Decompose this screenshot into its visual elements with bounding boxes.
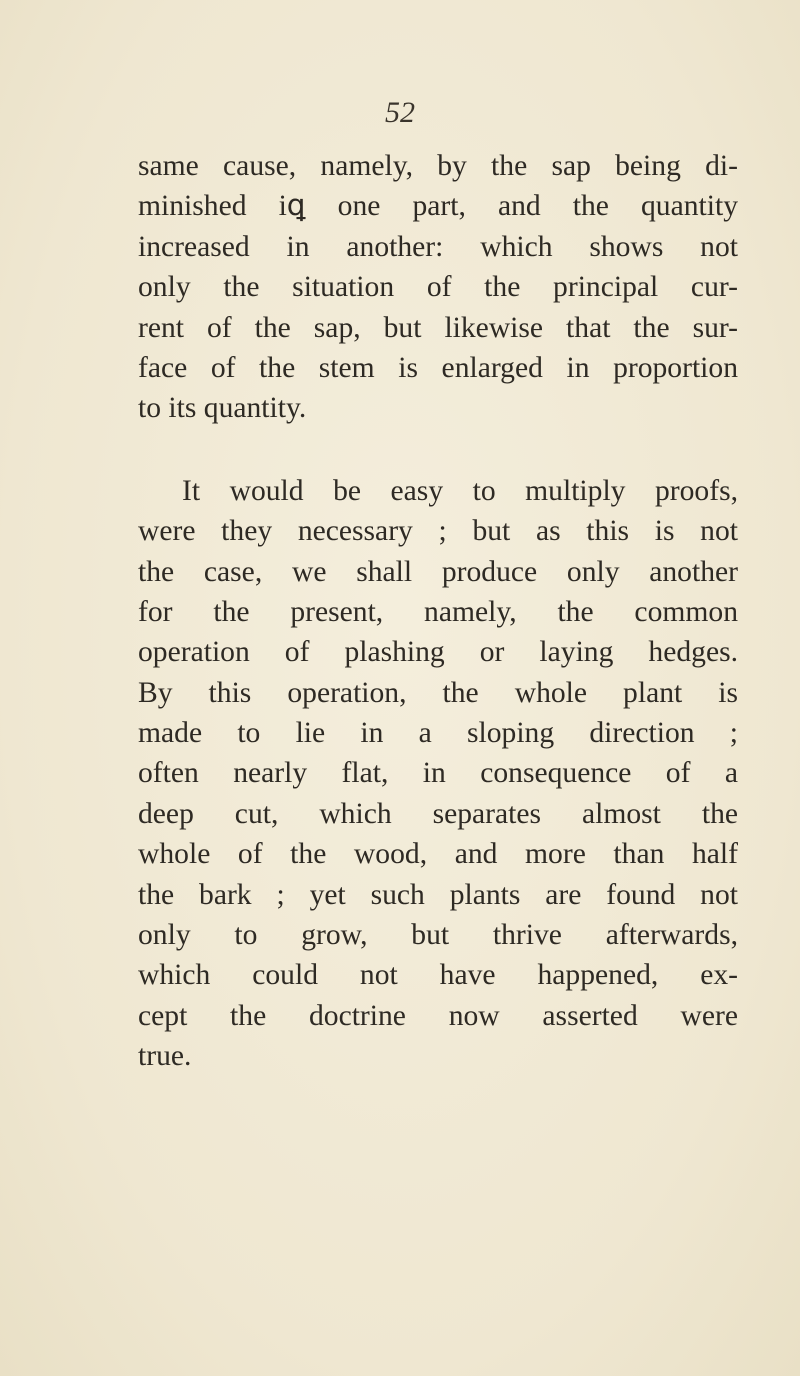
text-line: for the present, namely, the common [138,595,738,628]
text-line: to its quantity. [138,392,307,425]
paragraph-2 [138,471,738,1077]
text-line: which could not have happened, ex- [138,959,738,992]
text-line: only the situation of the principal cur- [138,271,738,304]
text-line: made to lie in a sloping direction ; [138,717,738,750]
text-line: By this operation, the whole plant is [138,676,738,709]
text-line: only to grow, but thrive afterwards, [138,919,738,952]
text-line: same cause, namely, by the sap being di- [138,150,738,182]
body-text [138,146,738,1077]
text-line: the bark ; yet such plants are found not [138,878,738,911]
text-line: rent of the sap, but likewise that the sur- [138,311,738,344]
text-line: the case, we shall produce only another [138,555,738,588]
text-line: deep cut, which separates almost the [138,797,738,830]
text-line: whole of the wood, and more than half [138,838,738,871]
text-line: increased in another: which shows not [138,230,738,263]
text-line: It would be easy to multiply proofs, [182,474,738,507]
text-line: often nearly flat, in consequence of a [138,757,738,790]
text-line: minished iꝗ one part, and the quantity [138,190,738,223]
text-line: face of the stem is enlarged in proportion [138,351,738,384]
text-line: were they necessary ; but as this is not [138,515,738,548]
paragraph-1 [138,146,738,429]
text-line: operation of plashing or laying hedges. [138,636,738,669]
text-line: true. [138,1040,192,1073]
text-line: cept the doctrine now asserted were [138,999,738,1032]
page-number: 52 [385,96,415,129]
